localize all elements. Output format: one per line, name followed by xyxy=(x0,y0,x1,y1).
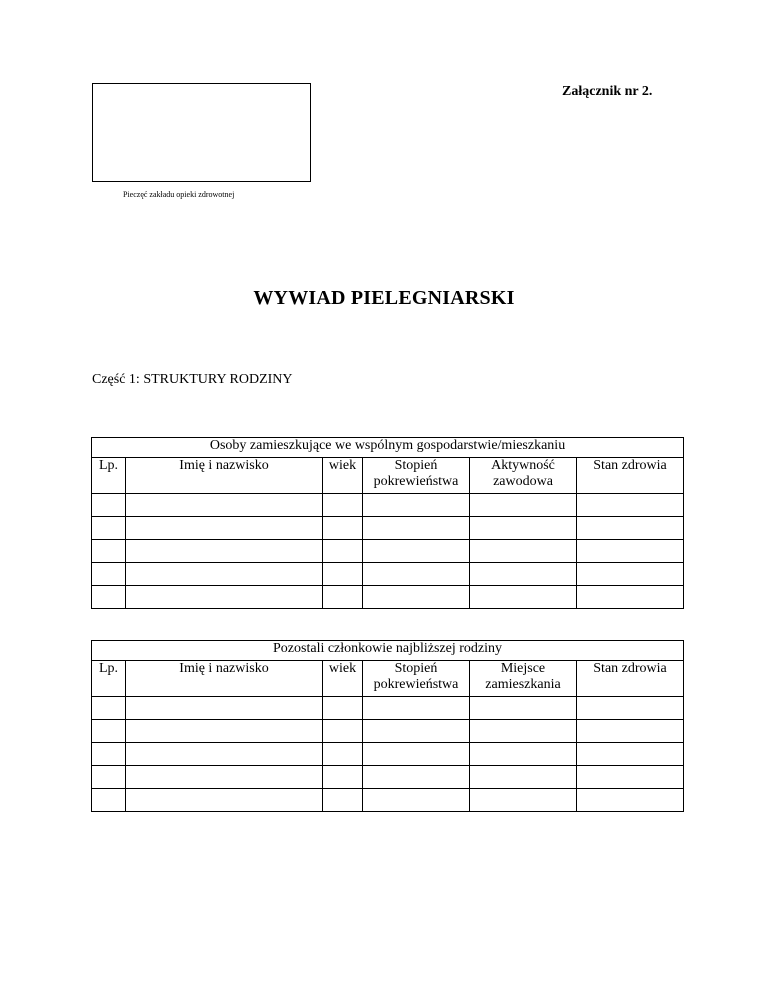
table-cell xyxy=(470,720,577,743)
table-cell xyxy=(470,517,577,540)
table-cell xyxy=(363,517,470,540)
table-row xyxy=(92,586,684,609)
col-health: Stan zdrowia xyxy=(577,661,684,697)
page-title: WYWIAD PIELEGNIARSKI xyxy=(253,287,515,309)
table-row xyxy=(92,540,684,563)
table2-body xyxy=(92,697,684,812)
table-cell xyxy=(323,494,363,517)
table-cell xyxy=(577,586,684,609)
table-cell xyxy=(126,743,323,766)
table-row xyxy=(92,720,684,743)
col-relation xyxy=(363,661,470,697)
table-cell xyxy=(363,563,470,586)
table1-body xyxy=(92,494,684,609)
table-cell xyxy=(470,586,577,609)
table-cell xyxy=(92,743,126,766)
table-row xyxy=(92,697,684,720)
table-cell xyxy=(577,697,684,720)
table-cell xyxy=(126,586,323,609)
col-residence-line2: zamieszkania xyxy=(485,677,561,692)
table-cell xyxy=(470,789,577,812)
table-cell xyxy=(577,743,684,766)
table-row xyxy=(92,766,684,789)
table-cell xyxy=(92,540,126,563)
table-cell xyxy=(92,789,126,812)
col-relation-line2: pokrewieństwa xyxy=(373,677,459,692)
attachment-label: Załącznik nr 2. xyxy=(562,84,653,99)
table-cell xyxy=(126,494,323,517)
table-cell xyxy=(363,494,470,517)
table-cell xyxy=(323,789,363,812)
table-cell xyxy=(363,743,470,766)
col-name: Imię i nazwisko xyxy=(126,458,323,494)
col-relation-line1: Stopień xyxy=(394,661,438,676)
table-cell xyxy=(323,766,363,789)
table-cell xyxy=(126,540,323,563)
table-cell xyxy=(323,743,363,766)
col-age: wiek xyxy=(323,458,363,494)
table-cell xyxy=(470,563,577,586)
table-cell xyxy=(470,766,577,789)
table-cell xyxy=(577,563,684,586)
table-cell xyxy=(363,720,470,743)
table-row xyxy=(92,494,684,517)
col-residence xyxy=(470,661,577,697)
table-row xyxy=(92,789,684,812)
stamp-box xyxy=(92,83,311,182)
col-activity-line2: zawodowa xyxy=(493,474,553,489)
col-lp: Lp. xyxy=(92,661,126,697)
table-cell xyxy=(126,720,323,743)
table-cell xyxy=(126,563,323,586)
table-cell xyxy=(577,789,684,812)
table-cell xyxy=(577,494,684,517)
col-residence-line1: Miejsce xyxy=(500,661,546,676)
other-family-members-table xyxy=(91,640,684,812)
table-cell xyxy=(92,766,126,789)
table-caption: Pozostali członkowie najbliższej rodziny xyxy=(92,641,684,661)
table-cell xyxy=(323,720,363,743)
col-relation-line1: Stopień xyxy=(394,458,438,473)
table-cell xyxy=(577,540,684,563)
table-cell xyxy=(363,697,470,720)
table-cell xyxy=(92,494,126,517)
table-cell xyxy=(92,586,126,609)
table-cell xyxy=(126,517,323,540)
col-health: Stan zdrowia xyxy=(577,458,684,494)
col-relation xyxy=(363,458,470,494)
table-cell xyxy=(363,789,470,812)
table-cell xyxy=(323,517,363,540)
table-cell xyxy=(470,540,577,563)
table-cell xyxy=(577,720,684,743)
table-cell xyxy=(577,517,684,540)
table-cell xyxy=(363,586,470,609)
table-cell xyxy=(126,789,323,812)
table-row xyxy=(92,517,684,540)
col-relation-line2: pokrewieństwa xyxy=(373,474,459,489)
table-row xyxy=(92,743,684,766)
table-cell xyxy=(323,540,363,563)
col-name: Imię i nazwisko xyxy=(126,661,323,697)
table-cell xyxy=(577,766,684,789)
table-cell xyxy=(323,697,363,720)
table-cell xyxy=(470,743,577,766)
table-cell xyxy=(470,494,577,517)
col-activity xyxy=(470,458,577,494)
stamp-caption: Pieczęć zakładu opieki zdrowotnej xyxy=(123,190,235,199)
table-cell xyxy=(363,540,470,563)
table-cell xyxy=(126,766,323,789)
table-cell xyxy=(126,697,323,720)
table-cell xyxy=(363,766,470,789)
table-cell xyxy=(470,697,577,720)
col-lp: Lp. xyxy=(92,458,126,494)
col-activity-line1: Aktywność xyxy=(491,458,555,473)
table-cell xyxy=(323,563,363,586)
table-cell xyxy=(92,697,126,720)
table-cell xyxy=(92,563,126,586)
col-age: wiek xyxy=(323,661,363,697)
table-cell xyxy=(92,720,126,743)
table-cell xyxy=(92,517,126,540)
household-members-table xyxy=(91,437,684,609)
table-cell xyxy=(323,586,363,609)
table-caption: Osoby zamieszkujące we wspólnym gospodarstwie/mieszkaniu xyxy=(92,438,684,458)
table-row xyxy=(92,563,684,586)
section-title: Część 1: STRUKTURY RODZINY xyxy=(92,372,293,387)
